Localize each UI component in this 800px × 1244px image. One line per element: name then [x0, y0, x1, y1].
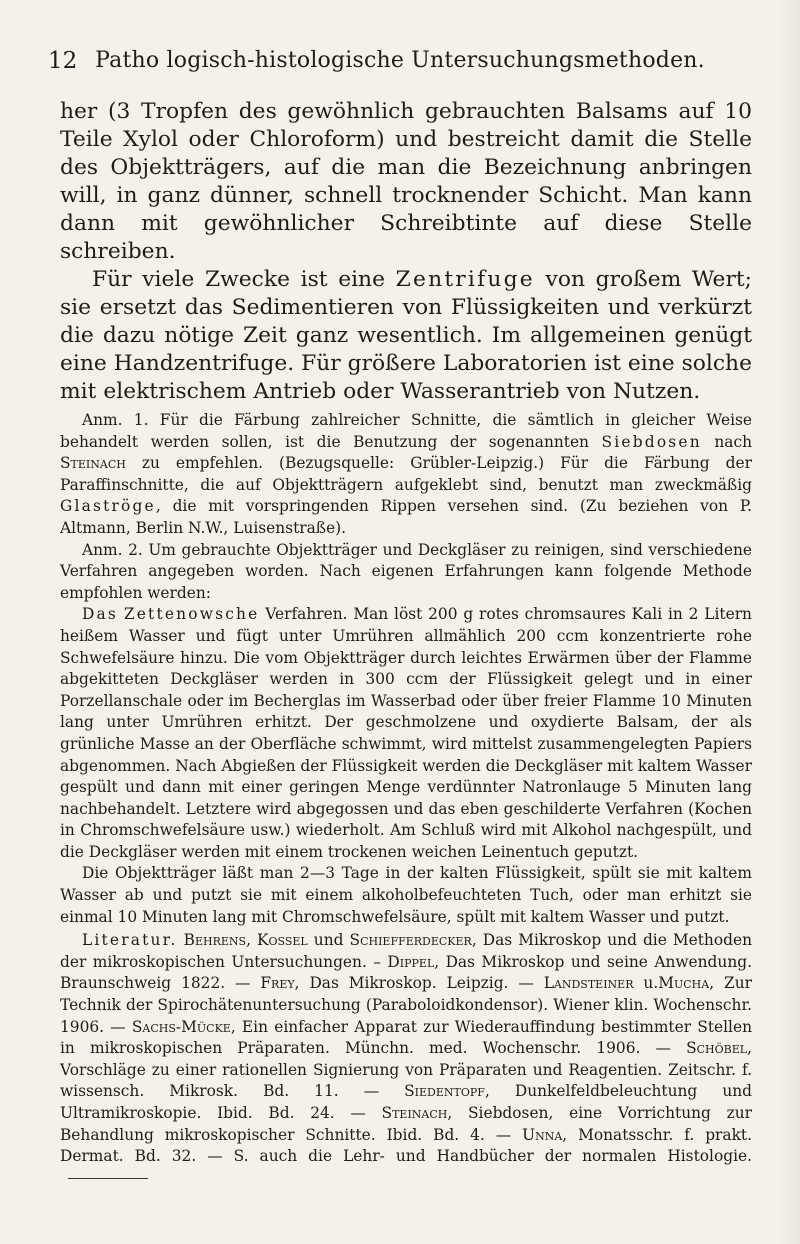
author-steinach: Steinach — [60, 454, 126, 473]
lit-text-3: , Das Mikroskop. Leipzig. — — [294, 974, 534, 993]
lit-author-dippel: Dippel — [387, 952, 435, 971]
lit-text-9: , Siebdosen, eine Vorrichtung zur Behandlung mikroskopischer Schnitte. Ibid. Bd. 4. — — [60, 1104, 752, 1144]
note-4: Die Objektträger läßt man 2—3 Tage in der kalten Flüssigkeit, spült sie mit kaltem Wasser ab und putzt sie mit einem alkoholbefeuchteten Tuch, oder man erhitzt sie einmal 10 Minuten lang mit Chromschwefelsäure, spült mit kaltem Wasser und putzt. — [60, 864, 752, 926]
lit-text-2: , Das Mikroskop und seine Anwendung. Braunschweig 1822. — — [60, 952, 752, 993]
note-1 — [60, 410, 752, 540]
main-text — [60, 98, 752, 406]
term-siebdosen: Siebdosen — [601, 432, 702, 451]
note-1-text-d: , die mit vorspringenden Rippen versehen sind. (Zu beziehen von P. Altmann, Berlin N.W., Luisenstraße). — [60, 497, 752, 537]
note-1-text-c: zu empfehlen. (Bezugsquelle: Grübler-Leipzig.) Für die Färbung der Paraffinschnitte, die auf Objektträgern aufgeklebt sind, benutzt man zweckmäßig — [60, 454, 752, 494]
lit-and: und — [313, 931, 344, 950]
lit-author-landsteiner: Landsteiner — [543, 974, 634, 993]
lit-text-7: , Vorschläge zu einer rationellen Signierung von Präparaten und Reagentien. Zeitschr. f. wissensch. Mikrosk. Bd. 11. — — [60, 1039, 752, 1101]
note-1-text-b: nach — [714, 432, 752, 451]
page-edge-shadow — [778, 0, 800, 1244]
term-glastroege: Glaströge — [60, 497, 156, 516]
centrifuge-text: von großem Wert; sie ersetzt das Sedimentieren von Flüssigkeiten und verkürzt die dazu nötige Zeit ganz wesentlich. Im allgemeinen genügt eine Handzentrifuge. Für größere Laboratorien ist eine solche mit elektrischem Antrieb oder Wasserantrieb von Nutzen. — [60, 267, 752, 404]
note-3-text-a: Das — [82, 605, 119, 624]
lit-author-siedentopf: Siedentopf — [404, 1082, 485, 1101]
lit-author-schoebel: Schöbel — [686, 1039, 748, 1058]
paragraph-centrifuge — [60, 266, 752, 406]
lit-text-8: , Dunkelfeldbeleuchtung und Ultramikroskopie. Ibid. Bd. 24. — — [60, 1082, 752, 1122]
page-header — [48, 48, 752, 82]
note-2: Anm. 2. Um gebrauchte Objektträger und Deckgläser zu reinigen, sind verschiedene Verfahren angegeben worden. Nach eigenen Erfahrungen kann folgende Methode empfohlen werden: — [60, 540, 752, 602]
end-rule — [68, 1178, 148, 1179]
literature-label: Literatur. — [82, 931, 178, 950]
lit-author-sachs-muecke: Sachs-Mücke — [131, 1017, 231, 1036]
lit-text-1: , Das Mikroskop und die Methoden der mikroskopischen Untersuchungen. – — [60, 931, 752, 971]
lit-text-6: , Ein einfacher Apparat zur Wiederauffindung bestimmter Stellen in mikroskopischen Präparaten. Münchn. med. Wochenschr. 1906. — — [60, 1017, 752, 1058]
lit-text-10: , Monatsschr. f. prakt. Dermat. Bd. 32. — S. auch die Lehr- und Handbücher der normalen Histologie. — [60, 1125, 752, 1166]
lit-author-mucha: Mucha — [658, 974, 710, 993]
lit-author-frey: Frey — [260, 974, 295, 993]
literature-section — [60, 930, 752, 1189]
lit-author-steinach: Steinach — [381, 1104, 448, 1122]
centrifuge-term: Zentrifuge — [395, 267, 535, 292]
lit-authors-behrens-kossel: Behrens, Kossel — [183, 931, 308, 950]
notes-block — [60, 410, 752, 1189]
lit-author-schiefferdecker: Schiefferdecker — [349, 931, 472, 950]
note-3 — [60, 604, 752, 863]
lit-text-4: u. — [643, 974, 659, 993]
centrifuge-intro: Für viele Zwecke ist eine — [92, 267, 385, 292]
running-title: Patho logisch-histologische Untersuchungsmethoden. — [95, 48, 705, 73]
note-1-text-a: Anm. 1. Für die Färbung zahlreicher Schnitte, die sämtlich in gleicher Weise behandelt werden sollen, ist die Benutzung der sogenannten — [60, 411, 752, 451]
lit-text-5: , Zur Technik der Spirochätenuntersuchung (Paraboloidkondensor). Wiener klin. Wochenschr. 1906. — — [60, 974, 752, 1036]
page-body — [60, 98, 752, 1189]
page-number: 12 — [48, 48, 78, 74]
note-3-text-b: Verfahren. Man löst 200 g rotes chromsaures Kali in 2 Litern heißem Wasser und fügt unter Umrühren allmählich 200 ccm konzentrierte rohe Schwefelsäure hinzu. Die vom Objektträger durch leichtes Erwärmen über der Flamme abgekitteten Deckgläser werden in 300 ccm der Flüssigkeit gelegt und in einer Porzellanschale oder im Becherglas im Wasserbad oder über freier Flamme 10 Minuten lang unter Umrühren erhitzt. Der geschmolzene und oxydierte Balsam, der als grünliche Masse an der Oberfläche schwimmt, wird mittelst zusammengelegten Papiers abgenommen. Nach Abgießen der Flüssigkeit werden die Deckgläser mit kaltem Wasser gespült und dann mit einer geringen Menge verdünnter Natronlauge 5 Minuten lang nachbehandelt. Letztere wird abgegossen und das eben geschilderte Verfahren (Kochen in Chromschwefelsäure usw.) wiederholt. Am Schluß wird mit Alkohol nachgespült, und die Deckgläser werden mit einem trockenen weichen Leinentuch geputzt. — [60, 605, 752, 861]
term-zettenow: Zettenowsche — [123, 605, 260, 624]
paragraph-balsam: her (3 Tropfen des gewöhnlich gebrauchten Balsams auf 10 Teile Xylol oder Chloroform) und bestreicht damit die Stelle des Objektträgers, auf die man die Bezeichnung anbringen will, in ganz dünner, schnell trocknender Schicht. Man kann dann mit gewöhnlicher Schreibtinte auf diese Stelle schreiben. — [60, 99, 752, 264]
lit-author-unna: Unna — [522, 1125, 563, 1144]
